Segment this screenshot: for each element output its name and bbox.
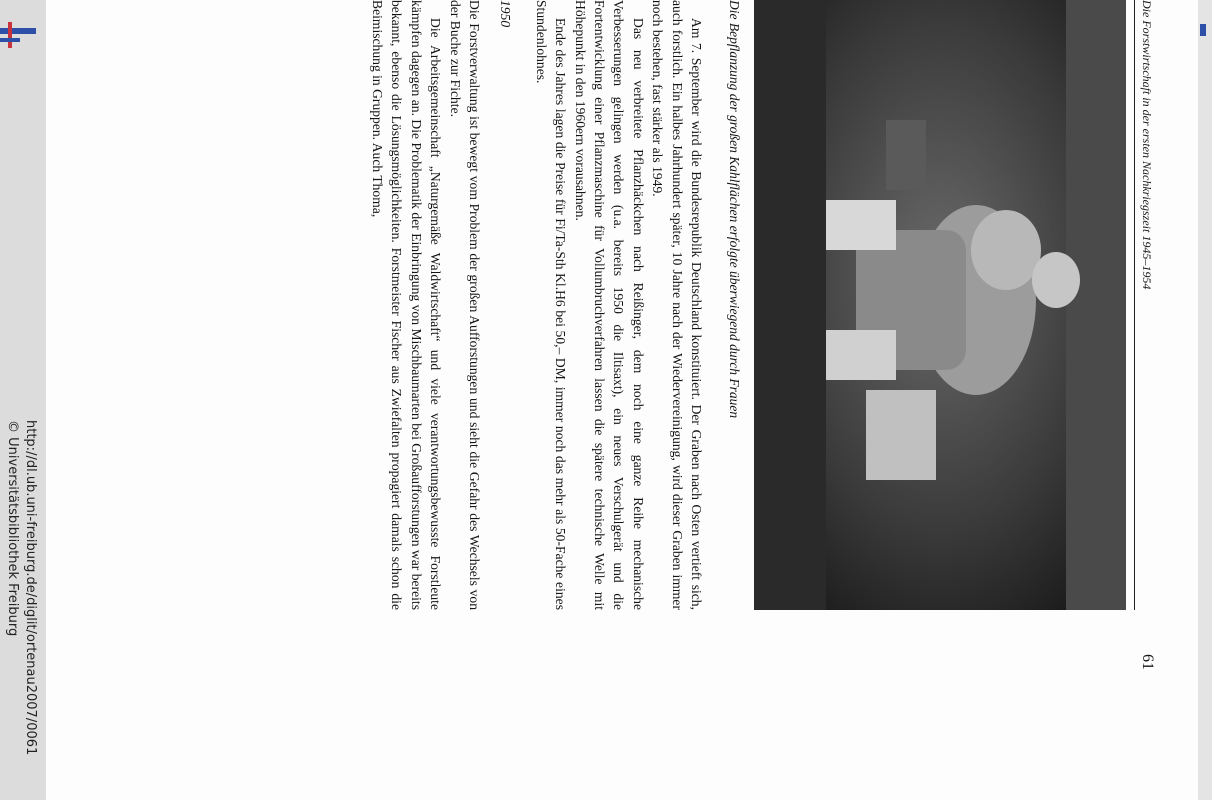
sidebar-url[interactable]: http://dl.ub.uni-freiburg.de/diglit/ortenau2007/0061 [23, 420, 38, 756]
header-rule [1134, 0, 1135, 610]
paragraph-2: Das neu verbreitete Pflanzhäckchen nach Reißinger, dem noch eine ganze Reihe mechanische Verbesserungen gelingen werden (u.a. bereits 1950 die Iltisaxt), ein neues Verschulgerät und die Fortentwicklung einer Pflanzmaschine für Vollumbruchverfahren lassen die spätere technische Welle mit Höhepunkt in den 1960ern vorausahnen. [572, 0, 646, 610]
scanner-right-margin [1198, 0, 1212, 800]
sidebar-copyright: © Universitätsbibliothek Freiburg [5, 420, 20, 637]
photo-women-planting [754, 0, 1126, 610]
paragraph-1950-2: Die Arbeitsgemeinschaft „Naturgemäße Waldwirtschaft“ und viele verantwortungsbewusste Forstleute kämpfen dagegen an. Die Problematik der Einbringung von Mischbaumarten bei Großaufforstungen war bereits bekannt, ebenso die Lösungsmöglichkeiten. Forstmeister Fischer aus Zwiefalten propagiert damals schon die Beimischung in Gruppen. Auch Thoma, [369, 0, 444, 610]
color-calibration-mark-blue-2 [0, 38, 20, 42]
body-text [326, 0, 706, 610]
color-calibration-mark-right [1200, 24, 1206, 36]
photo-image [754, 0, 1126, 610]
color-calibration-mark-blue [0, 28, 36, 34]
scanner-left-margin [0, 0, 47, 800]
year-heading: 1950 [498, 0, 514, 28]
photo-caption: Die Bepflanzung der großen Kahlflächen erfolgte überwiegend durch Frauen [727, 0, 742, 419]
paragraph-1950-1: Die Forstverwaltung ist bewegt vom Problem der großen Aufforstungen und sieht die Gefahr des Wechsels von der Buche zur Fichte. [447, 0, 482, 610]
running-head: Die Forstwirtschaft in der ersten Nachkriegszeit 1945–1954 [1140, 0, 1154, 290]
color-calibration-mark-red [8, 22, 12, 48]
page-number: 61 [1139, 654, 1156, 670]
sidebar-source-text [2, 420, 38, 755]
rotated-page-content [326, 0, 1156, 690]
paragraph-1: Am 7. September wird die Bundesrepublik Deutschland konstituiert. Der Graben nach Osten vertieft sich, auch forstlich. Ein halbes Jahrhundert später, 10 Jahre nach der Wiedervereinigung, wird dieser Graben immer noch bestehen, fast stärker als 1949. [650, 0, 704, 610]
book-page [46, 0, 1198, 800]
paragraph-3: Ende des Jahres lagen die Preise für Fi/Ta-Sth Kl.H6 bei 50,– DM, immer noch das mehr als 50-Fache eines Stundenlohnes. [533, 0, 569, 610]
